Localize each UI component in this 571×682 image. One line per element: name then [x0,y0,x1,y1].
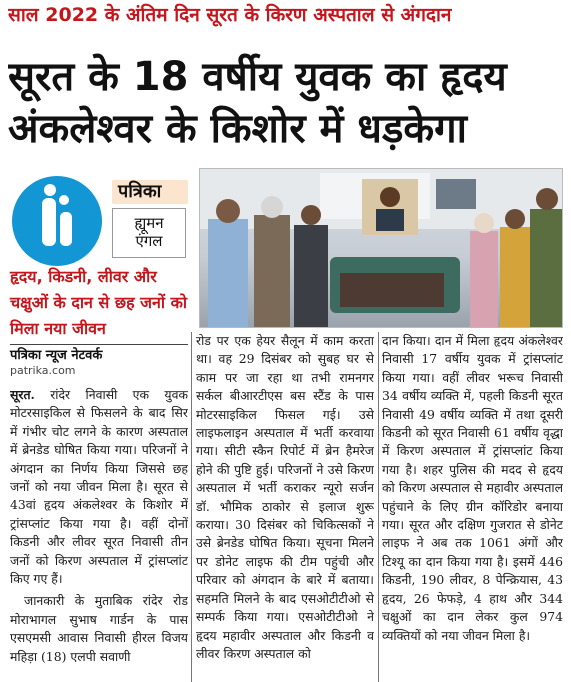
news-photo [199,168,563,328]
article-paragraph-4: दान किया। दान में मिला हृदय अंकलेश्वर निवासी 17 वर्षीय युवक में ट्रांसप्लांट किया गया। वहीं लीवर भरूच निवासी 34 वर्षीय व्यक्ति में, पहली किडनी सूरत निवासी 49 वर्षीय व्यक्ति में तथा दूसरी किडनी को सूरत निवासी 61 वर्षीय वृद्धा में किरण अस्पताल में ट्रांसप्लांट किया गया है। शहर पुलिस की मदद से हृदय को किरण अस्पताल से महावीर अस्पताल पहुंचाने के लिए ग्रीन कॉरिडोर बनाया गया। सूरत और दक्षिण गुजरात से डोनेट लाइफ ने अब तक 1061 अंगों और टिश्यू का दान किया गया है। इसमें 446 किडनी, 190 लीवर, 8 पेन्क्रियास, 43 हृदय, 26 फेफड़े, 4 हाथ और 344 चक्षुओं का दान लेकर कुल 974 व्यक्तियों को नया जीवन मिला है। [382,333,563,643]
main-headline [8,52,563,156]
brand-tag-line-2: एंगल [135,232,163,250]
byline-divider [10,344,188,345]
article-paragraph-1: रांदेर निवासी एक युवक मोटरसाइकिल से फिसलने के बाद सिर में गंभीर चोट लगने के कारण अस्पताल में ब्रेनडेड घोषित किया गया। परिजनों ने अंगदान का निर्णय किया जिससे छह जनों को नया जीवन मिला है। सूरत से 43वां हृदय अंकलेश्वर के किशोर में ट्रांसप्लांट किया गया है। वहीं दोनों किडनी और लीवर सूरत निवासी तीन जनों को किरण अस्पताल में ट्रांसप्लांट किए गए हैं। [10,387,188,587]
brand-tag [112,208,186,258]
article-column-1 [10,386,188,682]
kicker-headline: साल 2022 के अंतिम दिन सूरत के किरण अस्पताल से अंगदान [8,4,452,26]
brand-name: पत्रिका [112,180,188,204]
column-divider-2 [378,332,379,682]
patrika-logo-icon [12,176,102,266]
headline-line-1: सूरत के 18 वर्षीय युवक का हृदय [8,54,507,100]
news-photo-illustration [200,169,563,328]
byline-site: patrika.com [10,364,76,377]
article-paragraph-3: रोड पर एक हेयर सैलून में काम करता था। वह 29 दिसंबर को सुबह घर से काम पर जा रहा था तभी रामनगर सर्कल बीआरटीएस बस स्टैंड के पास मोटरसाइकिल फिसल गई। उसे लाइफलाइन अस्पताल में भर्ती करवाया गया। सीटी स्कैन रिपोर्ट में ब्रेन हैमरेज होने की पुष्टि हुई। परिजनों ने उसे किरण अस्पताल में भर्ती कराकर न्यूरो सर्जन डॉ. भौमिक ठाकोर से इलाज शुरू कराया। 30 दिसंबर को चिकित्सकों ने उसे ब्रेनडेड घोषित किया। सूचना मिलने पर डोनेट लाइफ की टीम पहुंची और परिवार को अंगदान के बारे में बताया। सहमति मिलने के बाद एसओटीटीओ से सम्पर्क किया गया। एसओटीटीओ ने हृदय महावीर अस्पताल और किडनी व लीवर किरण अस्पताल को [196,333,374,661]
headline-line-2: अंकलेश्वर के किशोर में धड़केगा [8,106,467,152]
byline-name: पत्रिका न्यूज नेटवर्क [10,348,103,363]
brand-tag-line-1: ह्यूमन [134,214,164,232]
column-divider-1 [191,332,192,682]
subheadline: हृदय, किडनी, लीवर और चक्षुओं के दान से छह जनों को मिला नया जीवन [10,267,188,338]
article-column-2 [196,332,374,682]
patrika-logo [12,176,102,266]
article-column-3 [382,332,563,682]
dateline: सूरत. [10,387,35,402]
article-paragraph-2: जानकारी के मुताबिक रांदेर रोड मोराभागल सुभाष गार्डन के पास एसएमसी आवास निवासी हीरल विजय महिड़ा (18) एलपी सवाणी [10,593,188,664]
